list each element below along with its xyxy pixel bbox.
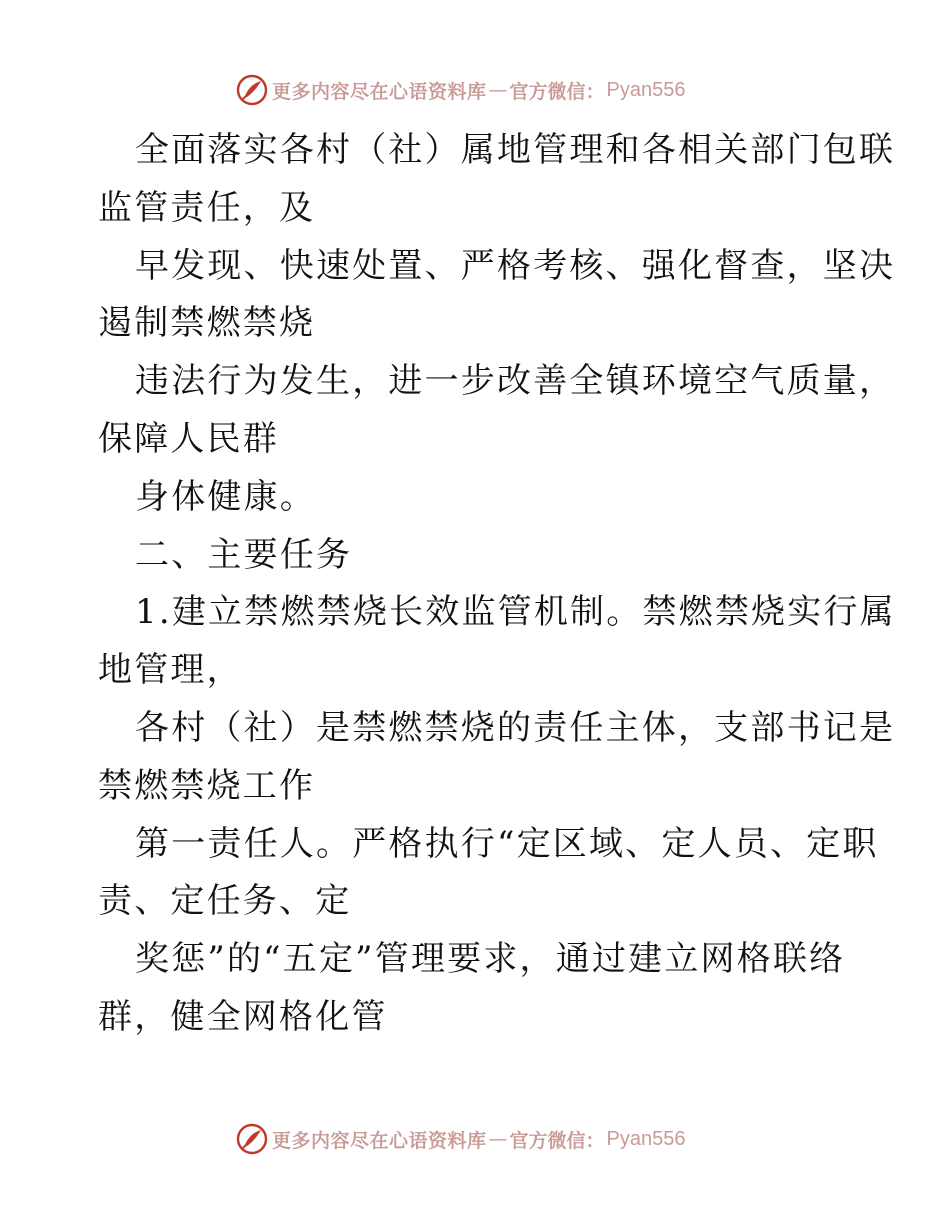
red-quill-logo-icon (236, 1123, 268, 1155)
paragraph-line: 身体健康。 (135, 476, 316, 517)
paragraph-line: 全面落实各村（社）属地管理和各相关部门包联 (135, 130, 896, 170)
document-body (98, 122, 896, 1047)
paragraph-line: 第一责任人。严格执行“定区域、定人员、定职 (135, 823, 879, 864)
paragraph-line: 地管理， (98, 650, 243, 691)
paragraph-line: 群，健全网格化管 (98, 996, 388, 1037)
paragraph-line: 1.建立禁燃禁烧长效监管机制。禁燃禁烧实行属 (135, 592, 896, 633)
paragraph-line: 早发现、快速处置、严格考核、强化督查，坚决 (135, 245, 896, 286)
watermark-wechat-label: 官方微信： (509, 80, 605, 103)
watermark-wechat-label: 官方微信： (509, 1129, 605, 1152)
section-heading: 二、主要任务 (135, 534, 353, 575)
paragraph-line: 遏制禁燃禁烧 (98, 303, 316, 344)
watermark-wechat-id: Pyan556 (606, 78, 686, 101)
paragraph-line: 监管责任，及 (98, 187, 316, 228)
watermark-dash: — (488, 1128, 508, 1150)
paragraph-line: 保障人民群 (98, 418, 279, 459)
paragraph-line: 违法行为发生，进一步改善全镇环境空气质量， (135, 361, 896, 402)
paragraph-line: 禁燃禁烧工作 (98, 765, 316, 806)
paragraph-line: 奖惩”的“五定”管理要求，通过建立网格联络 (135, 939, 846, 980)
footer-watermark (236, 1122, 686, 1156)
paragraph-line: 责、定任务、定 (98, 881, 352, 922)
watermark-site-text: 更多内容尽在心语资料库 (272, 1129, 487, 1152)
paragraph-line: 各村（社）是禁燃禁烧的责任主体，支部书记是 (135, 707, 896, 748)
watermark-dash: — (488, 79, 508, 101)
header-watermark (236, 73, 686, 107)
watermark-wechat-id: Pyan556 (606, 1127, 686, 1150)
red-quill-logo-icon (236, 74, 268, 106)
watermark-site-text: 更多内容尽在心语资料库 (272, 80, 487, 103)
